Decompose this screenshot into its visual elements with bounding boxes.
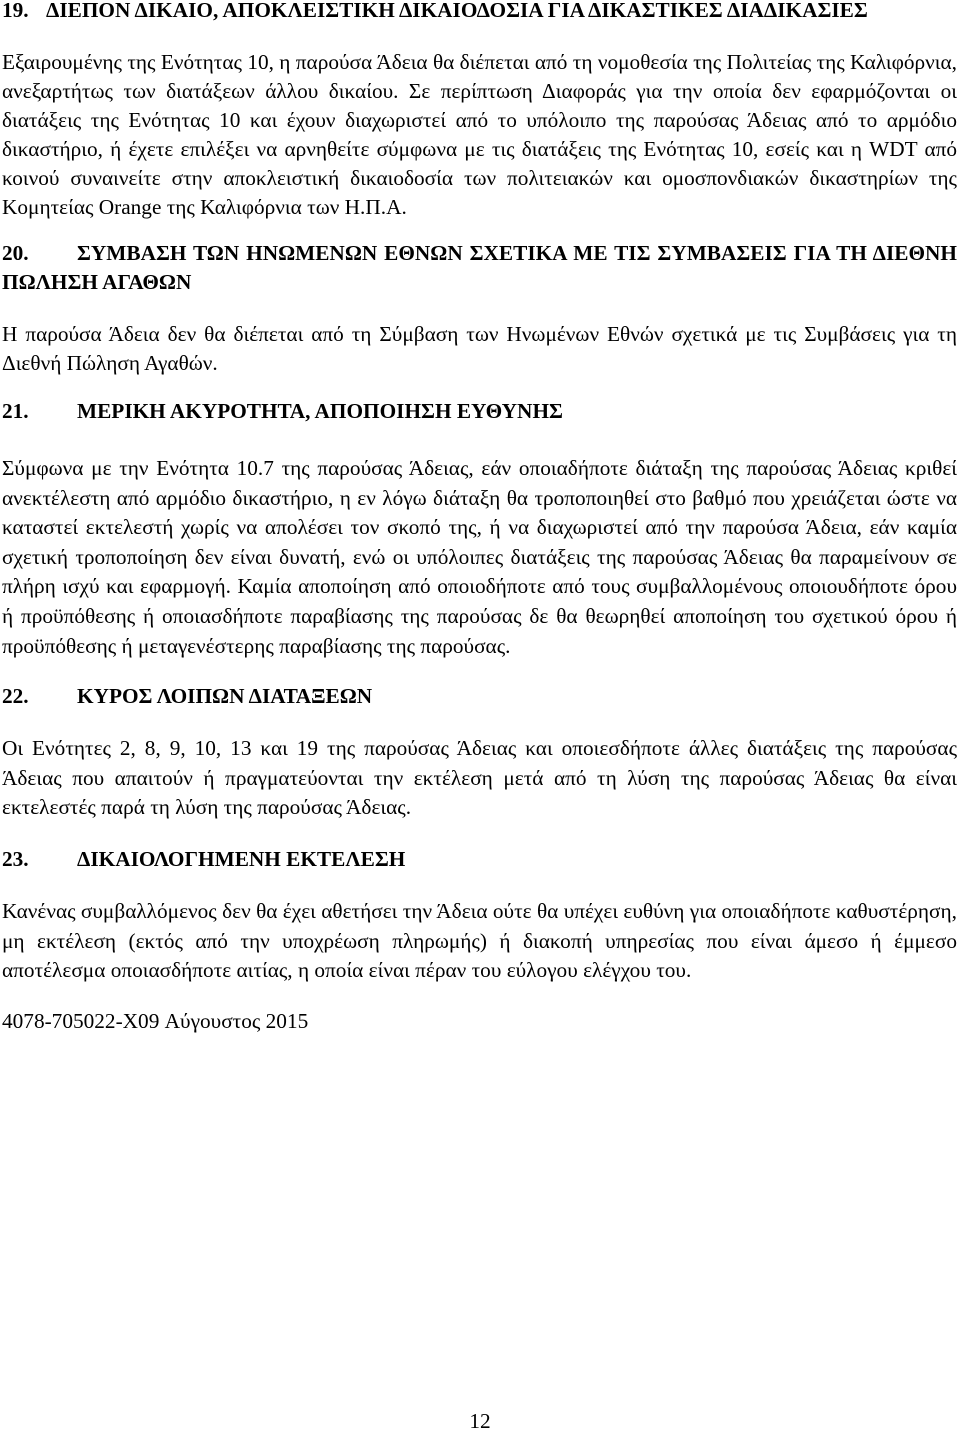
section-23 [2,845,957,986]
section-20 [2,239,957,378]
section-19 [2,0,957,222]
document-reference: 4078-705022-X09 Αύγουστος 2015 [2,1008,309,1033]
section-paragraph: Σύμφωνα με την Ενότητα 10.7 της παρούσας Άδειας, εάν οποιαδήποτε διάταξη της παρούσας Άδειας κριθεί ανεκτέλεστη από αρμόδιο δικαστήριο, η εν λόγω διάταξη θα τροποποιηθεί στο βαθμό που χρειάζεται ώστε να καταστεί εκτελεστή χωρίς να απολέσει τον σκοπό της, ή να διαχωριστεί από την παρούσα Άδεια, εάν καμία σχετική τροποποίηση δεν είναι δυνατή, ενώ οι υπόλοιπες διατάξεις της παρούσας Άδειας θα παραμείνουν σε πλήρη ισχύ και εφαρμογή. Καμία αποποίηση από οποιοδήποτε από τους συμβαλλομένους οποιουδήποτε όρου ή προϋπόθεσης ή οποιασδήποτε παραβίασης της παρούσας δε θα θεωρηθεί αποποίηση του σχετικού όρου ή προϋπόθεσης ή μεταγενέστερης παραβίασης της παρούσας. [2,456,957,658]
section-number: 19. [2,0,29,22]
section-paragraph: Οι Ενότητες 2, 8, 9, 10, 13 και 19 της παρούσας Άδειας και οποιεσδήποτε άλλες διατάξεις της παρούσας Άδειας που απαιτούν ή πραγματεύονται την εκτέλεση μετά από τη λύση της παρούσας Άδειας θα είναι εκτελεστές παρά τη λύση της παρούσας Άδειας. [2,736,957,820]
section-heading [2,682,957,711]
section-number: 23. [2,846,29,871]
section-number: 22. [2,684,29,709]
section-heading [2,845,957,874]
section-number: 20. [2,241,29,265]
section-heading [2,239,957,297]
section-paragraph: Η παρούσα Άδεια δεν θα διέπεται από τη Σύμβαση των Ηνωμένων Εθνών σχετικά με τις Συμβάσεις για τη Διεθνή Πώληση Αγαθών. [2,322,957,375]
section-title: ΔΙΚΑΙΟΛΟΓΗΜΕΝΗ ΕΚΤΕΛΕΣΗ [77,846,406,871]
section-title: ΣΥΜΒΑΣΗ ΤΩΝ ΗΝΩΜΕΝΩΝ ΕΘΝΩΝ ΣΧΕΤΙΚΑ ΜΕ ΤΙΣ ΣΥΜΒΑΣΕΙΣ ΓΙΑ ΤΗ ΔΙΕΘΝΗ ΠΩΛΗΣΗ ΑΓΑΘΩΝ [2,241,957,294]
section-22 [2,682,957,823]
section-title: ΚΥΡΟΣ ΛΟΙΠΩΝ ΔΙΑΤΑΞΕΩΝ [77,684,373,709]
section-heading [2,0,957,25]
section-paragraph: Εξαιρουμένης της Ενότητας 10, η παρούσα Άδεια θα διέπεται από τη νομοθεσία της Πολιτείας της Καλιφόρνια, ανεξαρτήτως των διατάξεων άλλου δικαίου. Σε περίπτωση Διαφοράς για την οποία δεν εφαρμόζονται οι διατάξεις της Ενότητας 10 και έχουν διαχωριστεί από το υπόλοιπο της παρούσας Άδειας από το αρμόδιο δικαστήριο, ή έχετε επιλέξει να αρνηθείτε σύμφωνα με τις διατάξεις της Ενότητας 10, εσείς και η WDT από κοινού συναινείτε στην αποκλειστική δικαιοδοσία των πολιτειακών και ομοσπονδιακών δικαστηρίων της Κομητείας Orange της Καλιφόρνια των Η.Π.Α. [2,50,957,219]
section-number: 21. [2,399,29,423]
page-number: 12 [469,1409,491,1433]
section-title: ΔΙΕΠΟΝ ΔΙΚΑΙΟ, ΑΠΟΚΛΕΙΣΤΙΚΗ ΔΙΚΑΙΟΔΟΣΙΑ ΓΙΑ ΔΙΚΑΣΤΙΚΕΣ ΔΙΑΔΙΚΑΣΙΕΣ [46,0,868,22]
section-heading [2,397,957,426]
section-title: ΜΕΡΙΚΗ ΑΚΥΡΟΤΗΤΑ, ΑΠΟΠΟΙΗΣΗ ΕΥΘΥΝΗΣ [77,399,563,423]
section-21 [2,397,957,661]
section-paragraph: Κανένας συμβαλλόμενος δεν θα έχει αθετήσει την Άδεια ούτε θα υπέχει ευθύνη για οποιαδήποτε καθυστέρηση, μη εκτέλεση (εκτός από την υποχρέωση πληρωμής) ή διακοπή υπηρεσίας που είναι άμεσο ή έμμεσο αποτέλεσμα οποιασδήποτε αιτίας, η οποία είναι πέραν του εύλογου ελέγχου του. [2,898,957,983]
